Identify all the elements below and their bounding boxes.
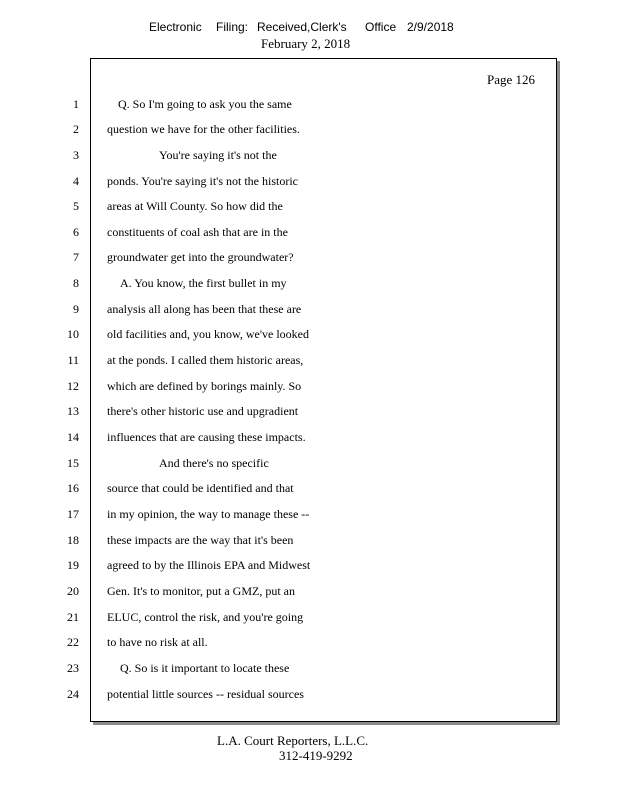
line-number: 6 bbox=[73, 225, 79, 239]
line-number: 1 bbox=[73, 97, 79, 111]
transcript-line: analysis all along has been that these are bbox=[107, 302, 302, 316]
filed-date: February 2, 2018 bbox=[261, 36, 351, 51]
line-number: 9 bbox=[73, 302, 79, 316]
transcript-line: which are defined by borings mainly. So bbox=[107, 379, 302, 393]
line-number: 10 bbox=[67, 327, 79, 341]
reporter-company: L.A. Court Reporters, L.L.C. bbox=[217, 733, 369, 748]
page-number: Page 126 bbox=[487, 72, 536, 87]
transcript-line: Q. So is it important to locate these bbox=[120, 661, 290, 675]
stamp-date: 2/9/2018 bbox=[407, 20, 454, 34]
transcript-line: old facilities and, you know, we've looked bbox=[107, 327, 310, 341]
stamp-word-office: Office bbox=[365, 20, 397, 34]
transcript-line: ponds. You're saying it's not the historic bbox=[107, 174, 298, 188]
transcript-line: Gen. It's to monitor, put a GMZ, put an bbox=[107, 584, 295, 598]
line-number: 8 bbox=[73, 276, 79, 290]
line-number: 13 bbox=[67, 404, 79, 418]
transcript-line: in my opinion, the way to manage these -- bbox=[107, 507, 310, 521]
line-number: 7 bbox=[73, 250, 79, 264]
stamp-word-filing: Filing: bbox=[216, 20, 249, 34]
line-number: 12 bbox=[67, 379, 79, 393]
transcript-line: agreed to by the Illinois EPA and Midwest bbox=[107, 558, 311, 572]
transcript-line: areas at Will County. So how did the bbox=[107, 199, 283, 213]
transcript-line: Q. So I'm going to ask you the same bbox=[118, 97, 292, 111]
transcript-line: to have no risk at all. bbox=[107, 635, 208, 649]
transcript-line: ELUC, control the risk, and you're going bbox=[107, 610, 304, 624]
reporter-phone: 312-419-9292 bbox=[279, 748, 353, 763]
line-number: 19 bbox=[67, 558, 79, 572]
line-number: 2 bbox=[73, 122, 79, 136]
line-number: 17 bbox=[67, 507, 79, 521]
stamp-word-electronic: Electronic bbox=[149, 20, 202, 34]
transcript-line: source that could be identified and that bbox=[107, 481, 294, 495]
line-number: 22 bbox=[67, 635, 79, 649]
line-number: 11 bbox=[67, 353, 79, 367]
line-number: 18 bbox=[67, 533, 79, 547]
line-number: 4 bbox=[73, 174, 79, 188]
transcript-line: groundwater get into the groundwater? bbox=[107, 250, 294, 264]
line-number: 23 bbox=[67, 661, 79, 675]
line-number: 20 bbox=[67, 584, 79, 598]
line-number: 3 bbox=[73, 148, 79, 162]
transcript-line: question we have for the other facilities. bbox=[107, 122, 300, 136]
line-number: 21 bbox=[67, 610, 79, 624]
transcript-line: at the ponds. I called them historic areas, bbox=[107, 353, 304, 367]
transcript-line: potential little sources -- residual sources bbox=[107, 687, 304, 701]
transcript-line: And there's no specific bbox=[159, 456, 269, 470]
transcript-line: there's other historic use and upgradient bbox=[107, 404, 299, 418]
transcript-line: You're saying it's not the bbox=[159, 148, 277, 162]
line-number: 24 bbox=[67, 687, 79, 701]
line-number: 14 bbox=[67, 430, 79, 444]
transcript-line: these impacts are the way that it's been bbox=[107, 533, 294, 547]
transcript-line: influences that are causing these impacts. bbox=[107, 430, 306, 444]
transcript-line: constituents of coal ash that are in the bbox=[107, 225, 288, 239]
stamp-word-received: Received,Clerk's bbox=[257, 20, 347, 34]
line-number: 5 bbox=[73, 199, 79, 213]
line-number: 15 bbox=[67, 456, 79, 470]
line-number: 16 bbox=[67, 481, 79, 495]
transcript-line: A. You know, the first bullet in my bbox=[120, 276, 287, 290]
